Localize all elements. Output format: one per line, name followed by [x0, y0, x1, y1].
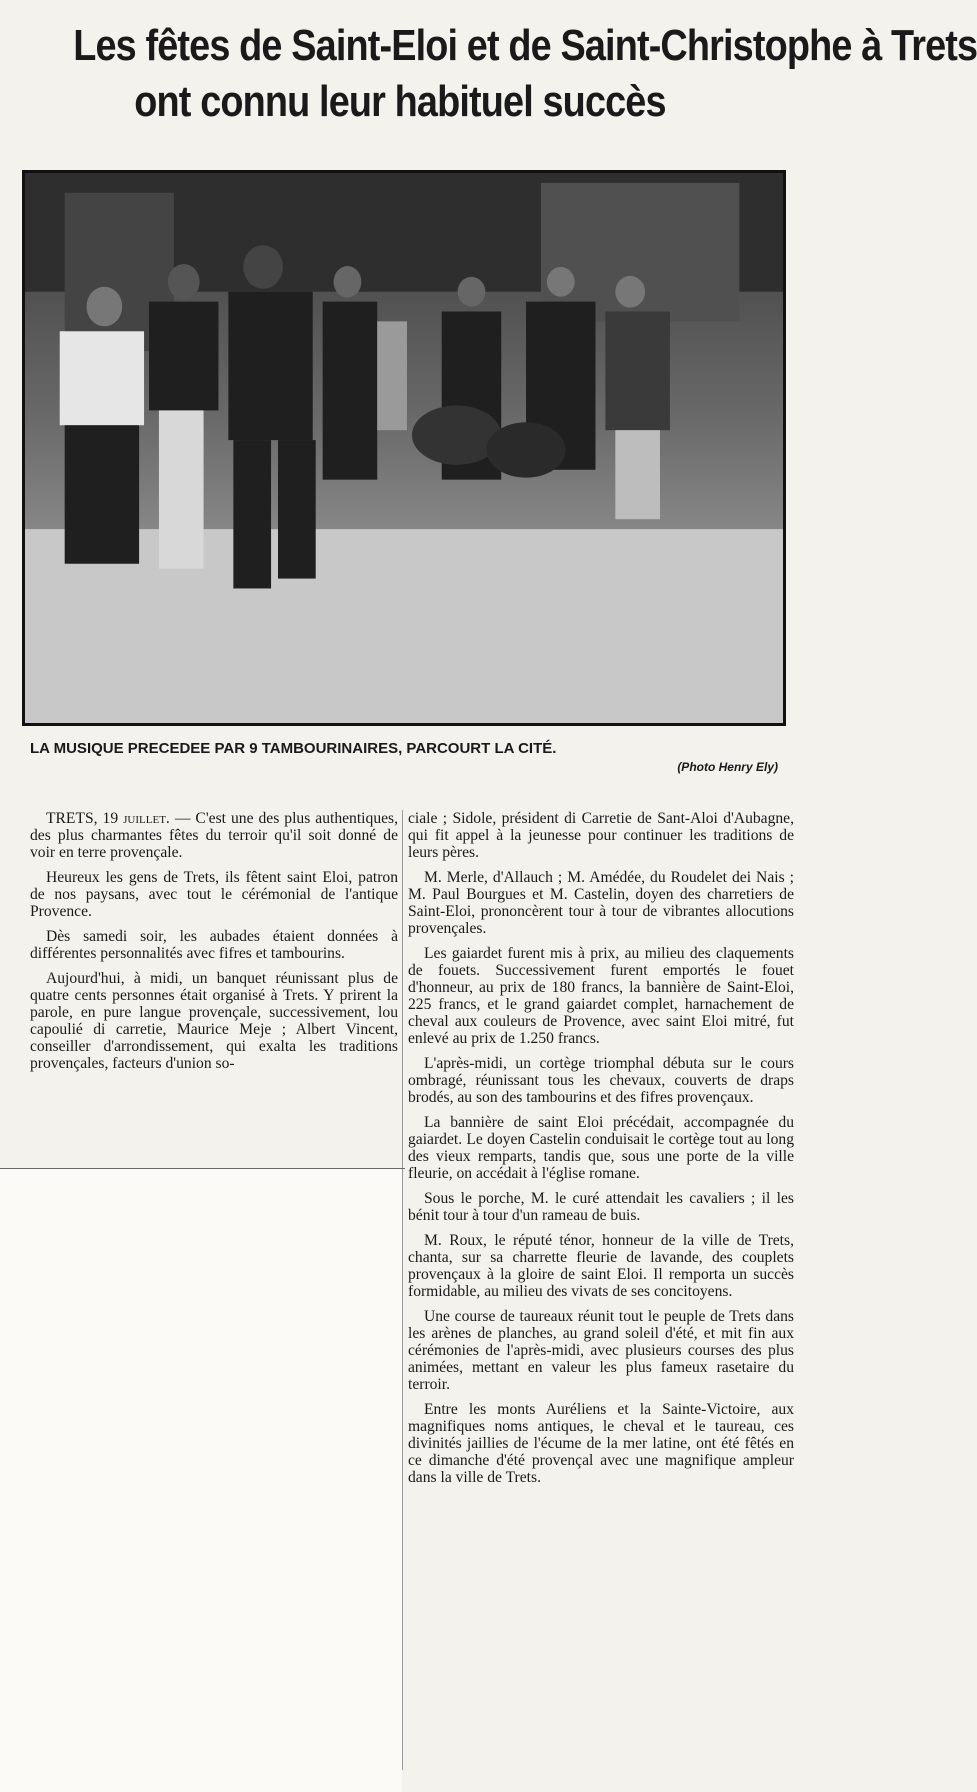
paragraph-13: Entre les monts Auréliens et la Sainte-Victoire, aux magnifiques noms antiques, le cheval et le taureau, ces divinités jaillies de l'écume de la mer latine, ont été fêtés en ce dimanche d'été provençal avec une magnifique ampleur dans la ville de Trets. — [408, 1401, 794, 1486]
paragraph-8: L'après-midi, un cortège triomphal débuta sur le cours ombragé, réunissant tous les chevaux, couverts de draps brodés, au son des tambourins et des fifres provençaux. — [408, 1055, 794, 1106]
news-photo — [22, 170, 786, 726]
paragraph-7: Les gaiardet furent mis à prix, au milieu des claquements de fouets. Successivement furent emportés le fouet d'honneur, au prix de 180 francs, la bannière de Saint-Eloi, 225 francs, et le grand gaiardet complet, harnachement de cheval aux couleurs de Provence, avec saint Eloi mitré, fut enlevé au prix de 1.250 francs. — [408, 945, 794, 1047]
procession-photo-illustration — [25, 173, 783, 723]
paragraph-6: M. Merle, d'Allauch ; M. Amédée, du Roudelet dei Nais ; M. Paul Bourgues et M. Castelin, doyen des charretiers de Saint-Eloi, prononcèrent tour à tour de vibrantes allocutions provençales. — [408, 869, 794, 937]
paragraph-9: La bannière de saint Eloi précédait, accompagnée du gaiardet. Le doyen Castelin conduisait le cortège tout au long des vieux remparts, tandis que, sous une porte de la ville fleurie, on accédait à l'église romane. — [408, 1114, 794, 1182]
paragraph-2: Heureux les gens de Trets, ils fêtent saint Eloi, patron de nos paysans, avec tout le cérémonial de l'antique Provence. — [30, 869, 398, 920]
dateline: TRETS, 19 juillet. — [46, 810, 170, 827]
page-margin-area — [0, 1169, 402, 1792]
paragraph-3: Dès samedi soir, les aubades étaient données à différentes personnalités avec fifres et tambourins. — [30, 928, 398, 962]
photo-credit: (Photo Henry Ely) — [677, 760, 778, 774]
headline-line-2: ont connu leur habituel succès — [134, 77, 666, 126]
paragraph-5: ciale ; Sidole, président di Carretie de Sant-Aloi d'Aubagne, qui fit appel à la jeunesse pour continuer les traditions de leurs pères. — [408, 810, 794, 861]
left-column-end-rule — [0, 1168, 405, 1169]
headline-line-1: Les fêtes de Saint-Eloi et de Saint-Christophe à Trets — [73, 21, 977, 70]
paragraph-10: Sous le porche, M. le curé attendait les cavaliers ; il les bénit tour à tour d'un rameau de buis. — [408, 1190, 794, 1224]
photo-caption: LA MUSIQUE PRECEDEE PAR 9 TAMBOURINAIRES, PARCOURT LA CITÉ. — [30, 740, 557, 757]
paragraph-12: Une course de taureaux réunit tout le peuple de Trets dans les arènes de planches, au grand soleil d'été, et mit fin aux cérémonies de l'après-midi, avec plusieurs courses des plus animées, mettant en valeur les plus fameux rasetaire du terroir. — [408, 1308, 794, 1393]
paragraph-4: Aujourd'hui, à midi, un banquet réunissant plus de quatre cents personnes était organisé à Trets. Y prirent la parole, en pure langue provençale, successivement, lou capoulié di carretie, Maurice Meje ; Albert Vincent, conseiller d'arrondissement, qui exalta les traditions provençales, facteurs d'union so- — [30, 970, 398, 1072]
paragraph-1-text: — C'est une des plus authentiques, des plus charmantes fêtes du terroir qu'il soit donné de voir en terre provençale. — [30, 810, 398, 861]
article-column-2 — [408, 810, 794, 1494]
paragraph-1 — [30, 810, 398, 861]
headline — [73, 18, 977, 130]
article-column-1 — [30, 810, 398, 1080]
column-divider — [402, 810, 403, 1770]
paragraph-11: M. Roux, le réputé ténor, honneur de la ville de Trets, chanta, sur sa charrette fleurie de lavande, des couplets provençaux à la gloire de saint Eloi. Il remporta un succès formidable, au milieu des vivats de ses concitoyens. — [408, 1232, 794, 1300]
